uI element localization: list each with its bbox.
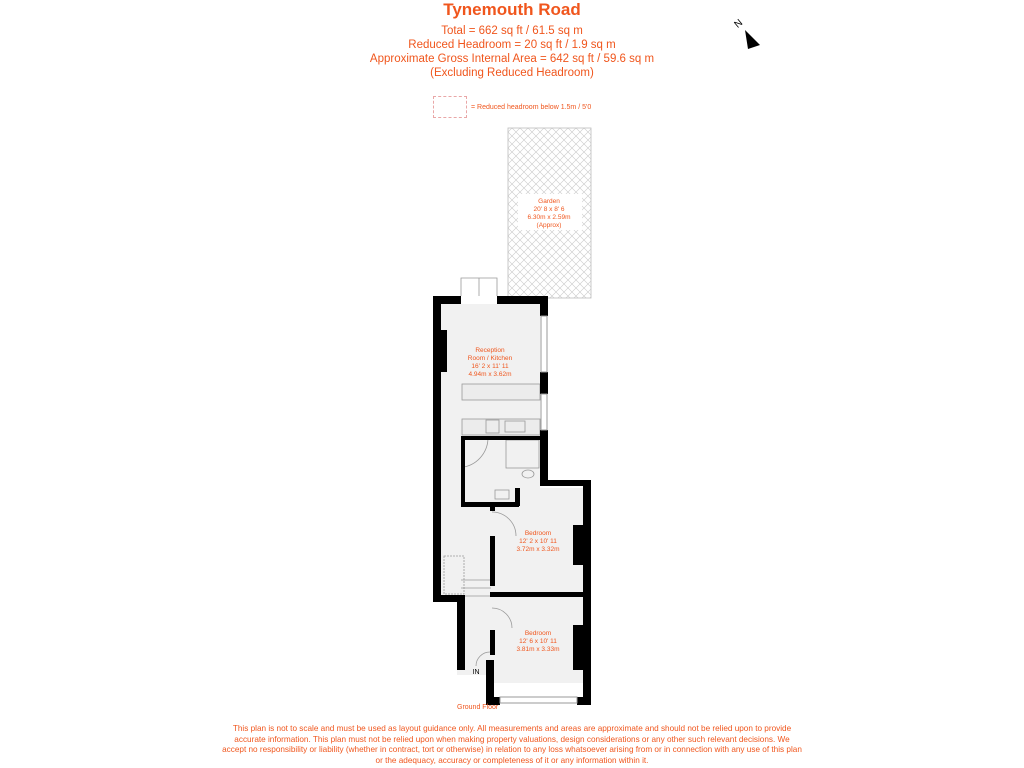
total-area: Total = 662 sq ft / 61.5 sq m <box>441 25 583 37</box>
svg-text:12' 2 x 10' 11: 12' 2 x 10' 11 <box>519 538 557 545</box>
disclaimer: This plan is not to scale and must be used as layout guidance only. All measurements and areas are approximate and should not be relied upon to provide accurate information. This plan must not be relied upon when making property valuations, design considerations or any other such relevant decisions. We accept no responsibility or liability (whether in contract, tort or otherwise) in relation to any loss whatsoever arising from or in connection with any use of this plan or the adequacy, accuracy or completeness of it or any information within it. <box>222 724 802 765</box>
entrance-label: IN <box>472 669 480 676</box>
svg-text:(Approx): (Approx) <box>536 222 562 229</box>
svg-text:16' 2 x 11' 11: 16' 2 x 11' 11 <box>471 363 509 370</box>
svg-text:3.81m x 3.33m: 3.81m x 3.33m <box>516 646 560 653</box>
svg-text:4.94m x 3.62m: 4.94m x 3.62m <box>468 371 512 378</box>
north-arrow-icon <box>732 17 760 49</box>
floor-label: Ground Floor <box>457 704 499 711</box>
svg-text:Room / Kitchen: Room / Kitchen <box>467 355 513 362</box>
reduced-headroom-area: Reduced Headroom = 20 sq ft / 1.9 sq m <box>408 39 616 51</box>
excluding-note: (Excluding Reduced Headroom) <box>430 67 594 79</box>
svg-text:20' 8 x 8' 6: 20' 8 x 8' 6 <box>533 206 565 213</box>
svg-text:Reception: Reception <box>475 347 505 354</box>
svg-text:12' 6 x 10' 11: 12' 6 x 10' 11 <box>519 638 557 645</box>
legend-text: = Reduced headroom below 1.5m / 5'0 <box>471 103 592 111</box>
svg-text:Garden: Garden <box>538 198 560 205</box>
gross-internal-area: Approximate Gross Internal Area = 642 sq ft / 59.6 sq m <box>369 53 655 65</box>
svg-text:Bedroom: Bedroom <box>524 630 552 637</box>
plan-title: Tynemouth Road <box>443 0 581 19</box>
svg-text:Bedroom: Bedroom <box>524 530 552 537</box>
svg-text:6.30m x 2.59m: 6.30m x 2.59m <box>527 214 571 221</box>
garden-area <box>508 128 591 298</box>
svg-text:3.72m x 3.32m: 3.72m x 3.32m <box>516 546 560 553</box>
svg-text:N: N <box>732 17 746 31</box>
